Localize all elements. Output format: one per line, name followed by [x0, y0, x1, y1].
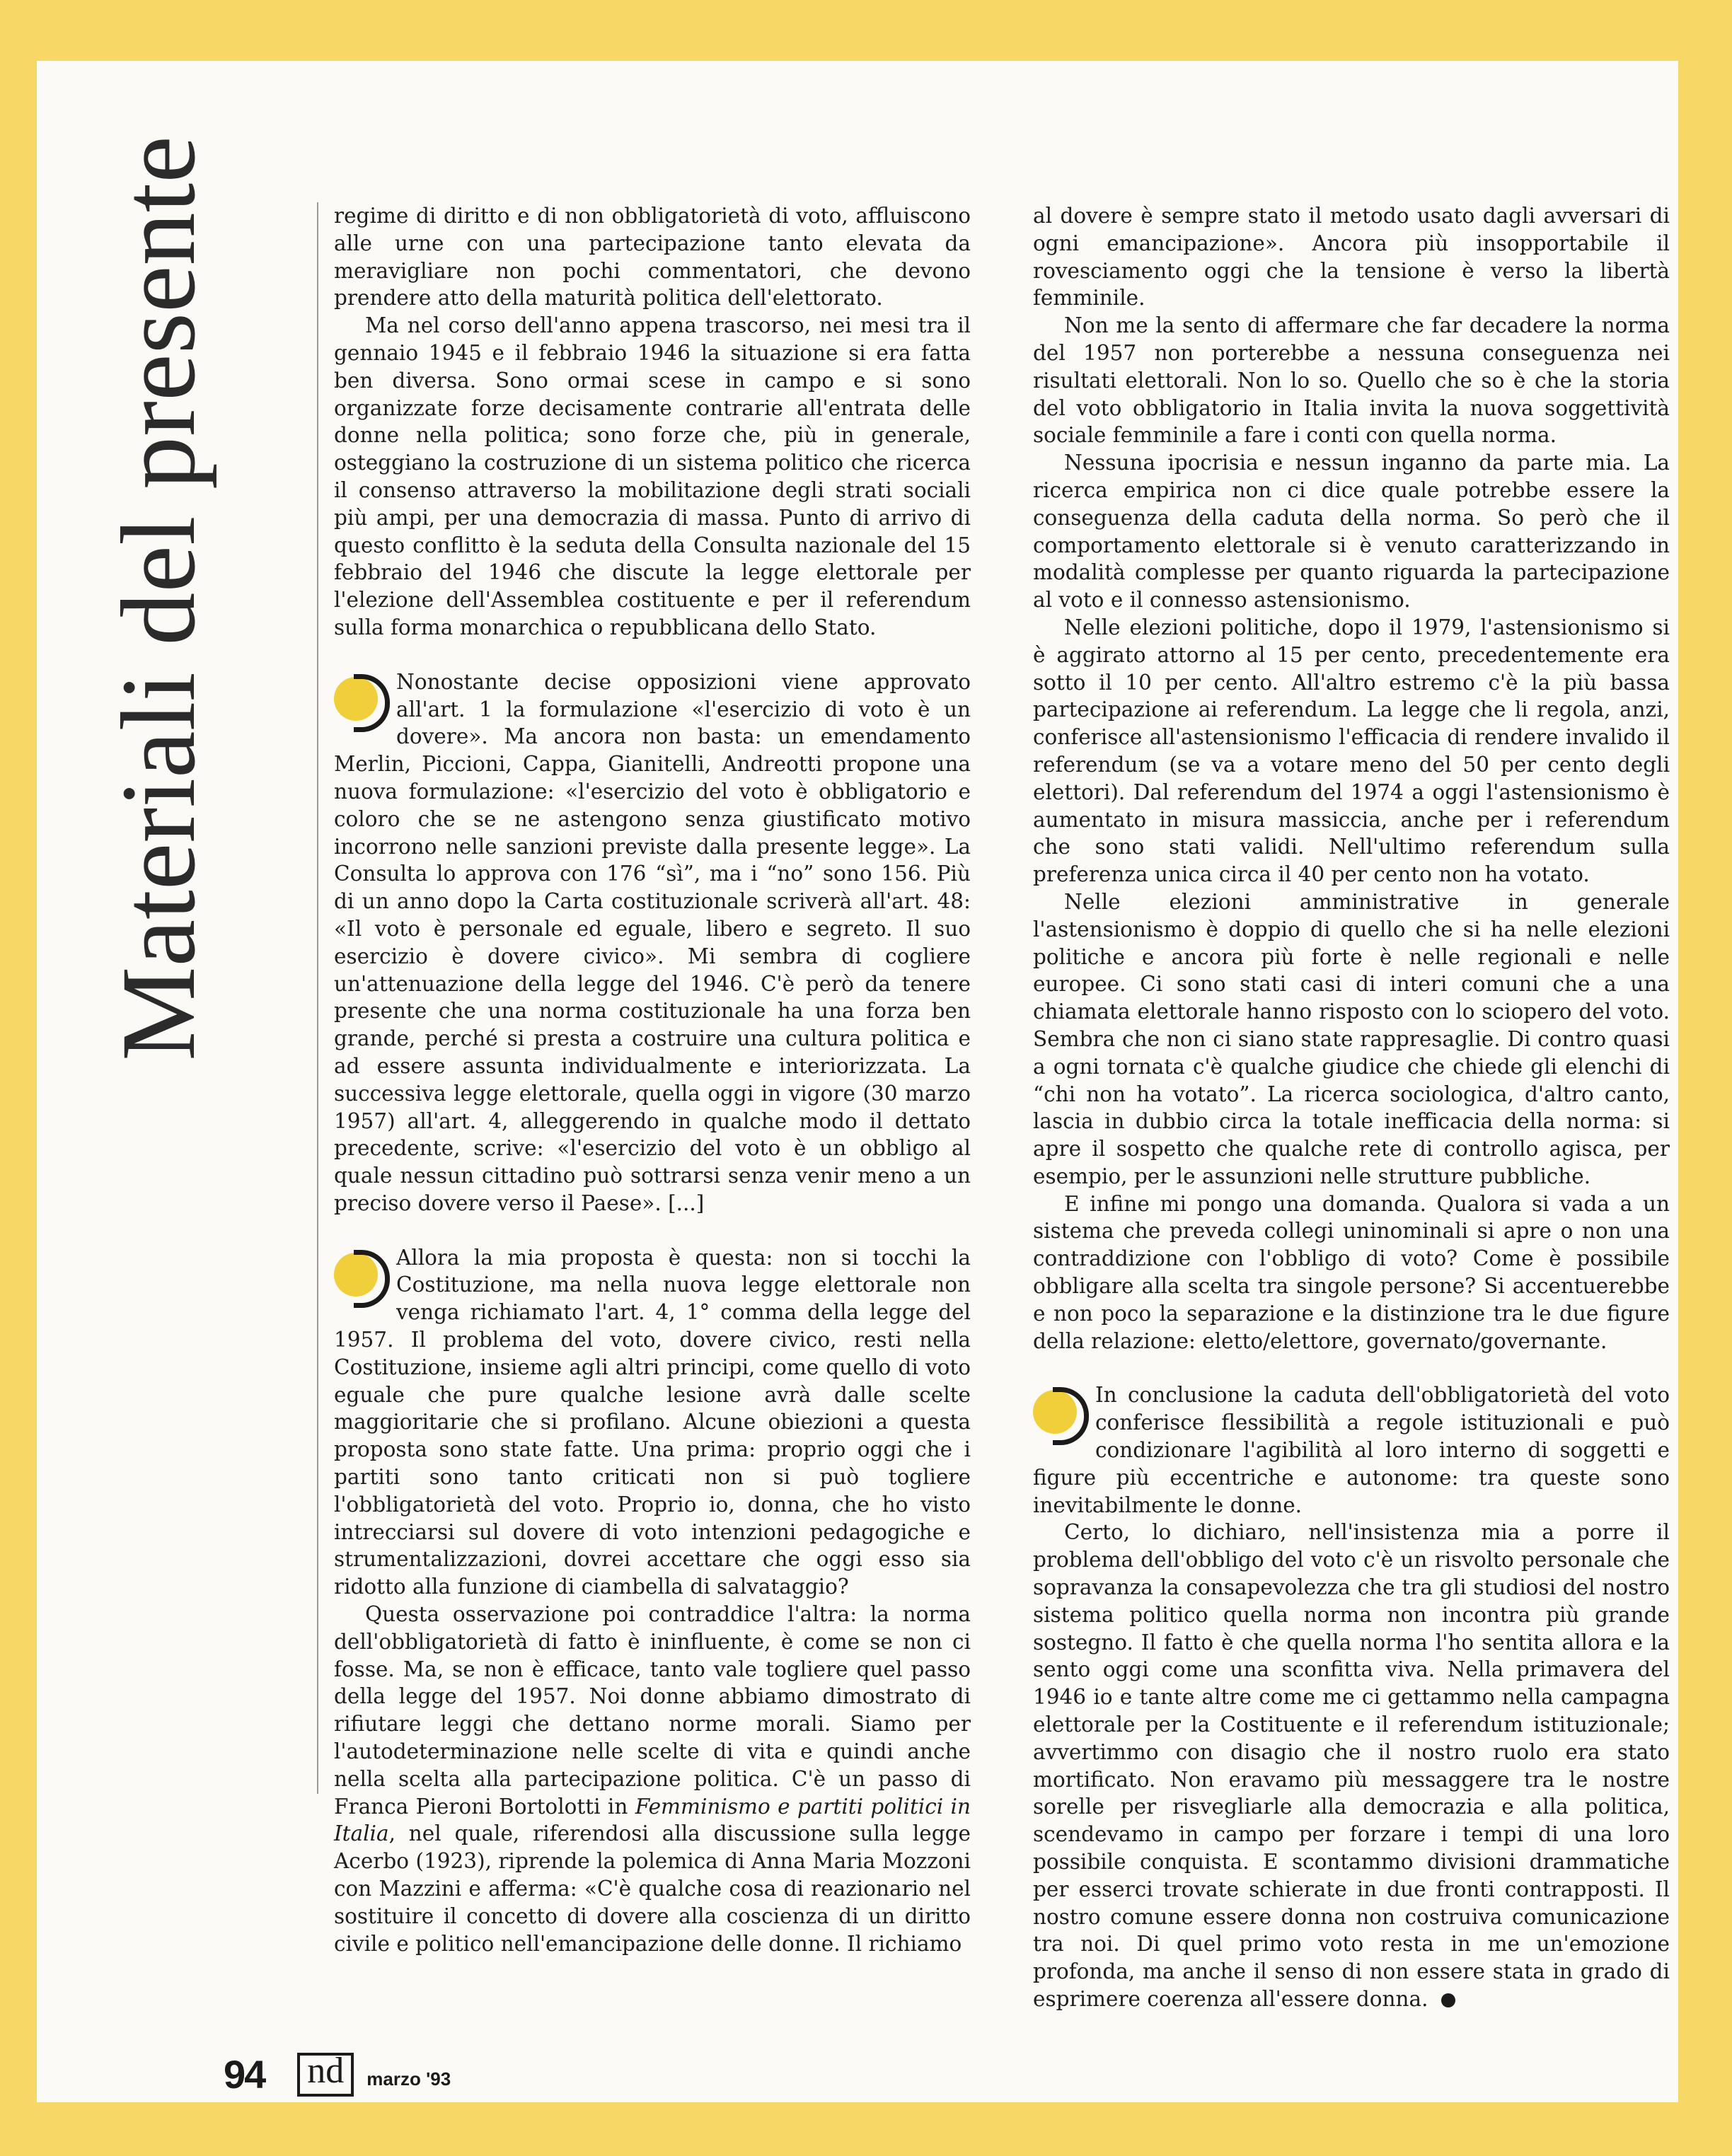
- left-column: [334, 202, 971, 1957]
- page-number: 94: [224, 2052, 265, 2097]
- moon-section-icon: [334, 1250, 389, 1302]
- column-rule: [317, 202, 318, 1794]
- right-paragraph-4: Nelle elezioni politiche, dopo il 1979, l'astensionismo si è aggirato attorno al 15 per cento, precedentemente era sotto il 10 per cento. All'altro estremo c'è la più bassa partecipazione ai referendum. La legge che li regola, anzi, conferisce all'astensionismo l'efficacia di rendere invalido il referendum (se va a votare meno del 50 per cento degli elettori). Dal referendum del 1974 a oggi l'astensionismo è aumentato in misura massiccia, anche per i referendum che sono stati validi. Nell'ultimo referendum sulla preferenza unica circa il 40 per cento non ha votato.: [1033, 615, 1670, 887]
- left-paragraph-3: Nonostante decise opposizioni viene approvato all'art. 1 la formulazione «l'esercizio di voto è un dovere». Ma ancora non basta: un emendamento Merlin, Piccioni, Cappa, Gianitelli, Andreotti propone una nuova formulazione: «l'esercizio del voto è obbligatorio e coloro che se ne astengono senza giustificato motivo incorrono nelle sanzioni previste dalla presente legge». La Consulta lo approva con 176 “sì”, ma i “no” sono 156. Più di un anno dopo la Carta costituzionale scriverà all'art. 48: «Il voto è personale ed eguale, libero e segreto. Il suo esercizio è dovere civico». Mi sembra di cogliere un'attenuazione della legge del 1946. C'è però da tenere presente che una norma costituzionale ha una forza ben grande, perché si presta a costruire una cultura politica e ad essere assunta individualmente e interiorizzata. La successiva legge elettorale, quella oggi in vigore (30 marzo 1957) all'art. 4, alleggerendo in qualche modo il dettato precedente, scrive: «l'esercizio del voto è un obbligo al quale nessun cittadino può sottrarsi senza venir meno a un preciso dovere verso il Paese». [...]: [334, 669, 971, 1215]
- right-paragraph-7: In conclusione la caduta dell'obbligatorietà del voto conferisce flessibilità a regole istituzionali e può condizionare l'agibilità al loro interno di soggetti e figure più eccentriche e autonome: tra queste sono inevitabilmente le donne.: [1033, 1383, 1670, 1517]
- moon-section-icon: [334, 674, 389, 726]
- section-title: Materiali del presente: [100, 136, 217, 1061]
- right-paragraph-6: E infine mi pongo una domanda. Qualora si vada a un sistema che preveda collegi uninominali si apre o non una contraddizione con l'obbligo di voto? Come è possibile obbligare alla scelta tra singole persone? Si accentuerebbe e non poco la separazione e la distinzione tra le due figure della relazione: eletto/elettore, governato/governante.: [1033, 1191, 1670, 1353]
- end-of-article-icon: [1441, 1993, 1455, 2007]
- page-footer: [224, 2051, 451, 2097]
- issue-date: marzo '93: [366, 2068, 451, 2090]
- right-paragraph-1: al dovere è sempre stato il metodo usato dagli avversari di ogni emancipazione». Ancora più insopportabile il rovesciamento oggi che la tensione è verso la libertà femminile.: [1033, 204, 1670, 311]
- right-paragraph-2: Non me la sento di affermare che far decadere la norma del 1957 non porterebbe a nessuna conseguenza nei risultati elettorali. Non lo so. Quello che so è che la storia del voto obbligatorio in Italia invita la nuova soggettività sociale femminile a fare i conti con quella norma.: [1033, 313, 1670, 448]
- book-title: Femminismo e partiti politici in Italia: [334, 1794, 971, 1846]
- moon-section-icon: [1033, 1387, 1088, 1439]
- right-paragraph-3: Nessuna ipocrisia e nessun inganno da parte mia. La ricerca empirica non ci dice quale potrebbe essere la conseguenza della caduta della norma. So però che il comportamento elettorale si è venuto caratterizzando in modalità complesse per quanto riguarda la partecipazione al voto e il connesso astensionismo.: [1033, 451, 1670, 613]
- right-paragraph-8: Certo, lo dichiaro, nell'insistenza mia a porre il problema dell'obbligo del voto c'è un risvolto personale che sopravanza la consapevolezza che tra gli studiosi del nostro sistema politico quella norma non incontra più grande sostegno. Il fatto è che quella norma l'ho sentita allora e la sento oggi come una sconfitta viva. Nella primavera del 1946 io e tante altre come me ci gettammo nella campagna elettorale per la Costituente e il referendum istituzionale; avvertimmo con disagio che il nostro ruolo era stato mortificato. Non eravamo più messaggere tra le nostre sorelle per risvegliarle alla democrazia e alla politica, scendevamo in campo per forzare i tempi di una loro possibile conquista. E scontammo divisioni drammatiche per esserci trovate schierate in due fronti contrapposti. Il nostro comune essere donna non costruiva comunicazione tra noi. Di quel primo voto resta in me un'emozione profonda, ma anche il senso di non essere stata in grado di esprimere coerenza all'essere donna.: [1033, 1520, 1670, 2011]
- right-column: [1033, 202, 1670, 2013]
- page: [37, 61, 1678, 2102]
- left-paragraph-1: regime di diritto e di non obbligatorietà di voto, affluiscono alle urne con una partecipazione tanto elevata da meravigliare non pochi commentatori, che devono prendere atto della maturità politica dell'elettorato.: [334, 204, 971, 311]
- left-paragraph-2: Ma nel corso dell'anno appena trascorso, nei mesi tra il gennaio 1945 e il febbraio 1946 la situazione si era fatta ben diversa. Sono ormai scese in campo e si sono organizzate forze decisamente contrarie all'entrata delle donne nella politica; sono forze che, più in generale, osteggiano la costruzione di un sistema politico che ricerca il consenso attraverso la mobilitazione degli strati sociali più ampi, per una democrazia di massa. Punto di arrivo di questo conflitto è la seduta della Consulta nazionale del 15 febbraio del 1946 che discute la legge elettorale per l'elezione dell'Assemblea costituente e per il referendum sulla forma monarchica o repubblicana dello Stato.: [334, 313, 971, 639]
- magazine-logo: nd: [297, 2053, 354, 2097]
- left-paragraph-4: Allora la mia proposta è questa: non si tocchi la Costituzione, ma nella nuova legge elettorale non venga richiamato l'art. 4, 1° comma della legge del 1957. Il problema del voto, dovere civico, resti nella Costituzione, insieme agli altri principi, come quello di voto eguale che pure qualche lesione avrà dalle scelte maggioritarie che si profilano. Alcune obiezioni a questa proposta sono state fatte. Una prima: proprio oggi che i partiti sono tanto criticati non si può togliere l'obbligatorietà del voto. Proprio io, donna, che ho visto intrecciarsi sul dovere di voto intenzioni pedagogiche e strumentalizzazioni, dovrei accettare che oggi esso sia ridotto alla funzione di ciambella di salvataggio?: [334, 1245, 971, 1599]
- left-paragraph-5: Questa osservazione poi contraddice l'altra: la norma dell'obbligatorietà di fatto è ininfluente, è come se non ci fosse. Ma, se non è efficace, tanto vale togliere quel passo della legge del 1957. Noi donne abbiamo dimostrato di rifiutare leggi che dettano norme morali. Siamo per l'autodeterminazione nelle scelte di vita e quindi anche nella scelta alla partecipazione politica. C'è un passo di Franca Pieroni Bortolotti in Femminismo e partiti politici in Italia, nel quale, riferendosi alla discussione sulla legge Acerbo (1923), riprende la polemica di Anna Maria Mozzoni con Mazzini e afferma: «C'è qualche cosa di reazionario nel sostituire il concetto di dovere alla coscienza di un diritto civile e politico nell'emancipazione delle donne. Il richiamo: [334, 1602, 971, 1956]
- right-paragraph-5: Nelle elezioni amministrative in generale l'astensionismo è doppio di quello che si ha nelle elezioni politiche e ancora più forte è nelle regionali e nelle europee. Ci sono stati casi di interi comuni che a una chiamata elettorale hanno risposto con lo sciopero del voto. Sembra che non ci siano state rappresaglie. Di contro quasi a ogni tornata c'è qualche giudice che chiede gli elenchi di “chi non ha votato”. La ricerca sociologica, d'altro canto, lascia in dubbio circa la totale inefficacia della norma: si apre il sospetto che qualche rete di controllo agisca, per esempio, per le assunzioni nelle strutture pubbliche.: [1033, 889, 1670, 1188]
